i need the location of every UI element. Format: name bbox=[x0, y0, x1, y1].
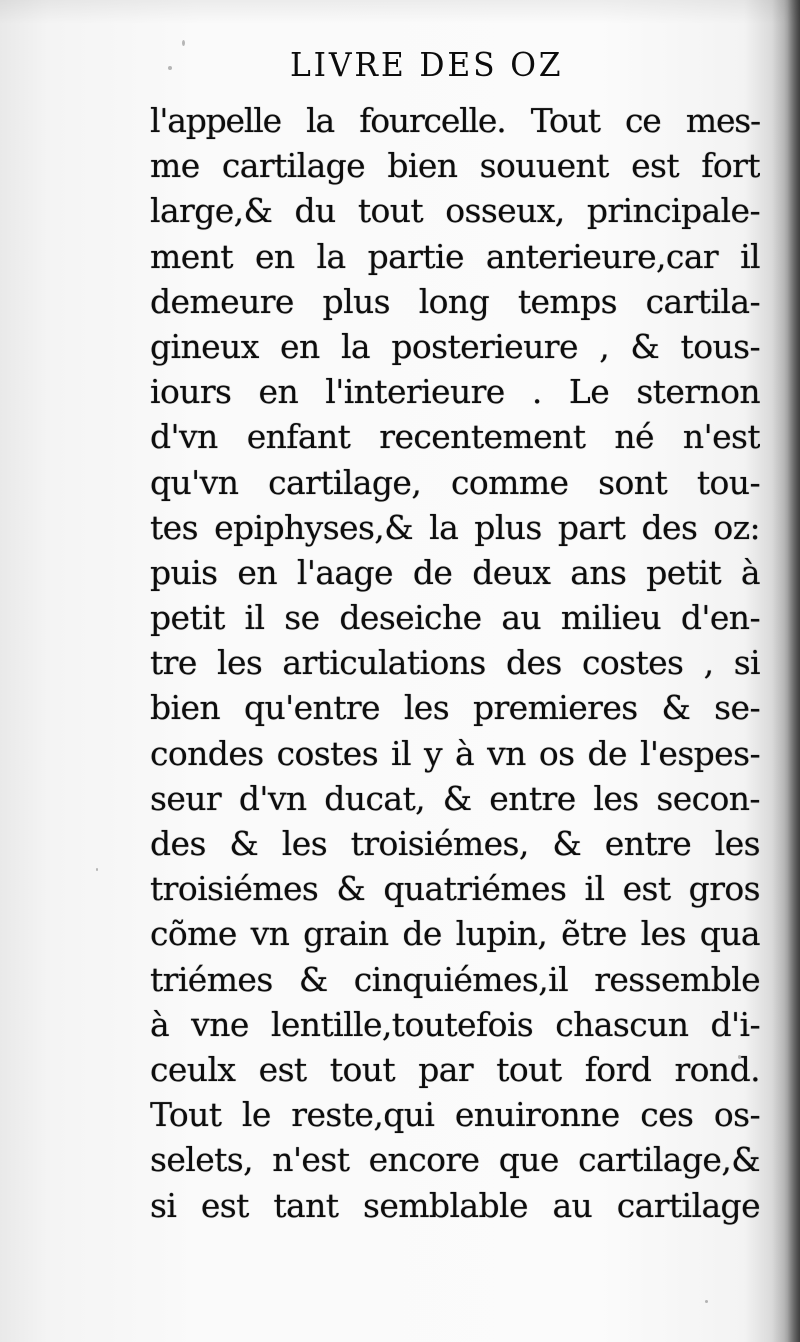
ink-speck bbox=[96, 868, 98, 871]
text-line: ceulx est tout par tout ford rond. bbox=[150, 1049, 760, 1089]
text-line: troisiémes & quatriémes il est gros bbox=[150, 869, 760, 909]
text-line: puis en l'aage de deux ans petit à bbox=[150, 552, 760, 592]
text-line: l'appelle la fourcelle. Tout ce mes- bbox=[150, 101, 760, 140]
binding-gutter-shadow bbox=[772, 0, 800, 1342]
text-line: seur d'vn ducat, & entre les secon- bbox=[150, 778, 760, 818]
text-line: si est tant semblable au cartilage bbox=[150, 1185, 760, 1225]
text-line: ment en la partie anterieure,car il bbox=[150, 236, 760, 276]
text-line: me cartilage bien souuent est fort bbox=[150, 146, 760, 186]
text-line: d'vn enfant recentement né n'est bbox=[150, 417, 760, 457]
text-line: triémes & cinquiémes,il ressemble bbox=[150, 959, 760, 999]
text-line: petit il se deseiche au milieu d'en- bbox=[150, 598, 760, 638]
page-top-edge bbox=[0, 0, 800, 24]
text-line: iours en l'interieure . Le sternon bbox=[150, 372, 760, 412]
text-line: des & les troisiémes, & entre les bbox=[150, 824, 760, 863]
text-line: gineux en la posterieure , & tous- bbox=[150, 326, 760, 366]
text-line: demeure plus long temps cartila- bbox=[150, 281, 760, 321]
text-line: condes costes il y à vn os de l'espes- bbox=[150, 733, 760, 773]
text-line: large,& du tout osseux, principale- bbox=[150, 191, 760, 231]
text-line: selets, n'est encore que cartilage,& bbox=[150, 1140, 760, 1180]
text-line: Tout le reste,qui enuironne ces os- bbox=[150, 1095, 760, 1135]
text-line: tre les articulations des costes , si bbox=[150, 643, 760, 683]
ink-speck bbox=[168, 66, 172, 70]
body-text bbox=[150, 98, 760, 1228]
text-line: tes epiphyses,& la plus part des oz: bbox=[150, 507, 760, 547]
text-line: bien qu'entre les premieres & se- bbox=[150, 688, 760, 728]
ink-speck bbox=[705, 1300, 708, 1303]
text-line: à vne lentille,toutefois chascun d'i- bbox=[150, 1004, 760, 1044]
running-header: LIVRE DES OZ bbox=[290, 45, 564, 84]
ink-speck bbox=[182, 40, 185, 46]
text-line: qu'vn cartilage, comme sont tou- bbox=[150, 462, 760, 502]
text-line: cõme vn grain de lupin, ẽtre les qua bbox=[150, 914, 760, 954]
